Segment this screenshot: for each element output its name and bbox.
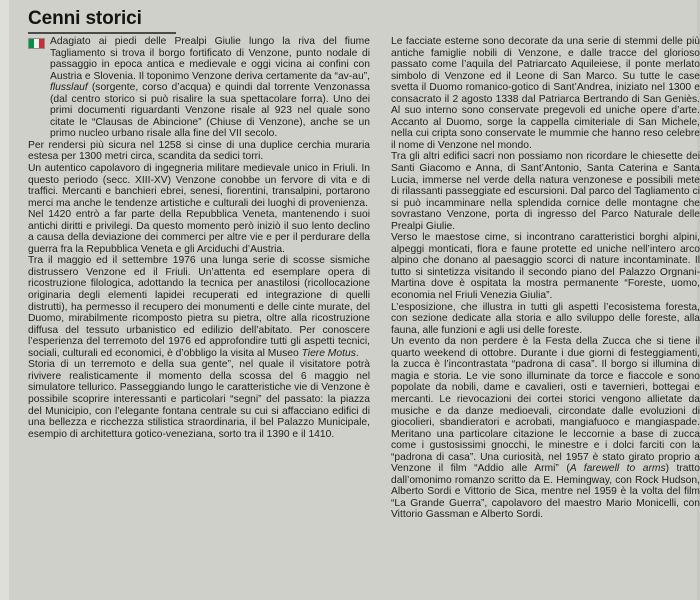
page-left-gutter	[0, 0, 9, 600]
paragraph-mountains-exhibition: Verso le maestose cime, si incontrano caratteristici borghi alpini, alpeggi monticati, flora e faune protette ed uniche nell’intero arco alpino che donano al paesaggio scorci di nature incontaminate. Il tutto si sintetizza visitando il secondo piano del Palazzo Orgnani-Martina dove è ospitata la mostra permanente “Foreste, uomo, economia nel Friuli Venezia Giulia”.	[391, 232, 700, 302]
paragraph-churches-park: Tra gli altri edifici sacri non possiamo non ricordare le chiesette dei Santi Giacomo e Anna, di Sant’Antonio, Santa Caterina e Santa Lucia, immerse nel verde della natura venzonese e possibili mete di rilassanti passeggiate ed escursioni. Dal parco del Tagliamento ci si può incamminare nella splendida cornice delle montagne che sovrastano Venzone, porta di ingresso del Parco Naturale delle Prealpi Giulie.	[391, 151, 700, 232]
paragraph-intro-italic-flusslauf: flusslauf	[50, 82, 88, 94]
paragraph-festival-text-a: Un evento da non perdere è la Festa della Zucca che si tiene il quarto weekend di ottobre. Durante i due giorni di festeggiamenti, la zucca è l’incontrastata “padrona di casa”. Il borgo si illumina di magia e storia. Le vie sono illuminate da torce e fiaccole e sono popolate da nobili, dame e cavalieri, osti e tavernieri, bottegai e mercanti. Le rievocazioni dei cortei storici vengono allietate da musiche e da danze medioevali, circondate dalle evoluzioni di giocolieri, sbandieratori e acrobati, mangiafuoco e mangiaspade. Meritano una particolare citazione le leccornie a base di zucca come i gustosissimi gnocchi, le minestre e i dolci farciti con la “padrona di casa”. Una curiosità, nel 1957 è stato girato proprio a Venzone il film “Addio alle Armi” (	[391, 336, 700, 475]
paragraph-earthquake-italic-museum: Tiere Motus	[301, 347, 356, 359]
paragraph-festival-italic-film-title: A farewell to arms	[569, 463, 666, 475]
text-column-right	[391, 36, 700, 521]
paragraph-festival-text-b: ) tratto dall’omonimo romanzo scritto da E. Hemingway, con Rock Hudson, Alberto Sordi e Vittorio de Sica, mentre nel 1959 è la volta del film “La Grande Guerra”, capolavoro del maestro Mario Monicelli, con Vittorio Gassman e Alberto Sordi.	[391, 463, 700, 521]
paragraph-pumpkin-festival-and-films	[391, 336, 700, 521]
paragraph-intro-text-b: (sorgente, corso d’acqua) e quindi dal torrente Venzonassa (dal centro storico si può risalire la sua spettacolare forra). Uno dei primi documenti riguardanti Venzone risale al 923 nel quale sono citate le “Clausas de Abincione” (Chiuse di Venzone), anche se un primo nucleo urbano risale alla fine del VII secolo.	[50, 82, 370, 140]
paragraph-earthquake-1976	[28, 255, 370, 359]
page-title: Cenni storici	[28, 8, 142, 29]
paragraph-fortifications: Per rendersi più sicura nel 1258 si cinse di una duplice cerchia muraria estesa per 1300 metri circa, scandita da sedici torri.	[28, 139, 370, 163]
italian-flag-icon	[28, 38, 45, 49]
page-content	[9, 0, 700, 600]
title-underline-rule	[28, 32, 176, 34]
paragraph-earthquake-text-a: Tra il maggio ed il settembre 1976 una lunga serie di scosse sismiche distrussero Venzone ed il Friuli. Un’attenta ed esemplare opera di ricostruzione filologica, adottando la tecnica per anastilosi (ricollocazione originaria degli elementi lapidei recuperati ed integrazione di quelli distrutti), ha permesso il recupero dei monumenti e delle cinte murate, del Duomo, mirabilmente ricomposto pietra su pietra, oltre alla ricostruzione diffusa del tessuto urbanistico ed edilizio dell’abitato. Per conoscere l’esperienza del terremoto del 1976 ed approfondire tutti gli aspetti tecnici, sociali, culturali ed economici, è d’obbligo la visita al Museo	[28, 255, 370, 359]
paragraph-venetian-republic: Nel 1420 entrò a far parte della Repubblica Veneta, mantenendo i suoi antichi diritti e privilegi. Da questo momento però iniziò il suo lento declino a causa della deviazione dei commerci per altre vie e per il perdurare della guerra fra la Repubblica Veneta e gli Arciduchi d’Austria.	[28, 209, 370, 255]
text-column-left	[28, 36, 370, 440]
paragraph-museum-and-town: Storia di un terremoto e della sua gente”, nel quale il visitatore potrà rivivere realisticamente il momento della scossa del 6 maggio nel simulatore tellurico. Passeggiando lungo le caratteristiche vie di Venzone è possibile scoprire interessanti e particolari “segni” del passato: la piazza del Municipio, con l’elegante fontana centrale su cui si affacciano edifici di una bellezza e ricchezza stilistica straordinaria, il bel Palazzo Municipale, esempio di architettura gotico-veneziana, sorto tra il 1390 e il 1410.	[28, 359, 370, 440]
paragraph-medieval-trade: Un autentico capolavoro di ingegneria militare medievale unico in Friuli. In questo periodo (secc. XIII-XV) Venzone conobbe un fervore di vita e di traffici. Mercanti e banchieri ebrei, senesi, fiorentini, transalpini, portarono merci ma anche le tendenze artistiche e culturali dei luoghi di provenienza.	[28, 163, 370, 209]
paragraph-forest-exposition: L’esposizione, che illustra in tutti gli aspetti l’ecosistema foresta, con sezione dedicate alla storia e allo sviluppo delle foreste, alla fauna, alle funzioni e agli usi delle foreste.	[391, 301, 700, 336]
heading-block	[28, 8, 370, 34]
paragraph-earthquake-text-b: .	[355, 347, 359, 359]
paragraph-intro-text-a: Adagiato ai piedi delle Prealpi Giulie lungo la riva del fiume Tagliamento si trova il borgo fortificato di Venzone, punto nodale di passaggio in epoca antica e medievale e oggi vicina ai confini con Austria e Slovenia. Il toponimo Venzone deriva certamente da “av-au”,	[50, 36, 370, 82]
paragraph-facades-duomo: Le facciate esterne sono decorate da una serie di stemmi delle più antiche famiglie nobili di Venzone, e dalle tracce del glorioso passato come l’aquila del Patriarcato Aquileiese, il ponte merlato simbolo di Venzone ed il Leone di San Marco. Su tutte le case svetta il Duomo romanico-gotico di Sant’Andrea, iniziato nel 1300 e consacrato il 2 agosto 1338 dal Patriarca Bertrando di San Geniès. Al suo interno sono conservate pregevoli ed uniche opere d’arte. Accanto al Duomo, sorge la cappella cimiteriale di San Michele, nella cui cripta sono conservate le mummie che hanno reso celebre il nome di Venzone nel mondo.	[391, 36, 700, 151]
paragraph-intro	[28, 36, 370, 140]
